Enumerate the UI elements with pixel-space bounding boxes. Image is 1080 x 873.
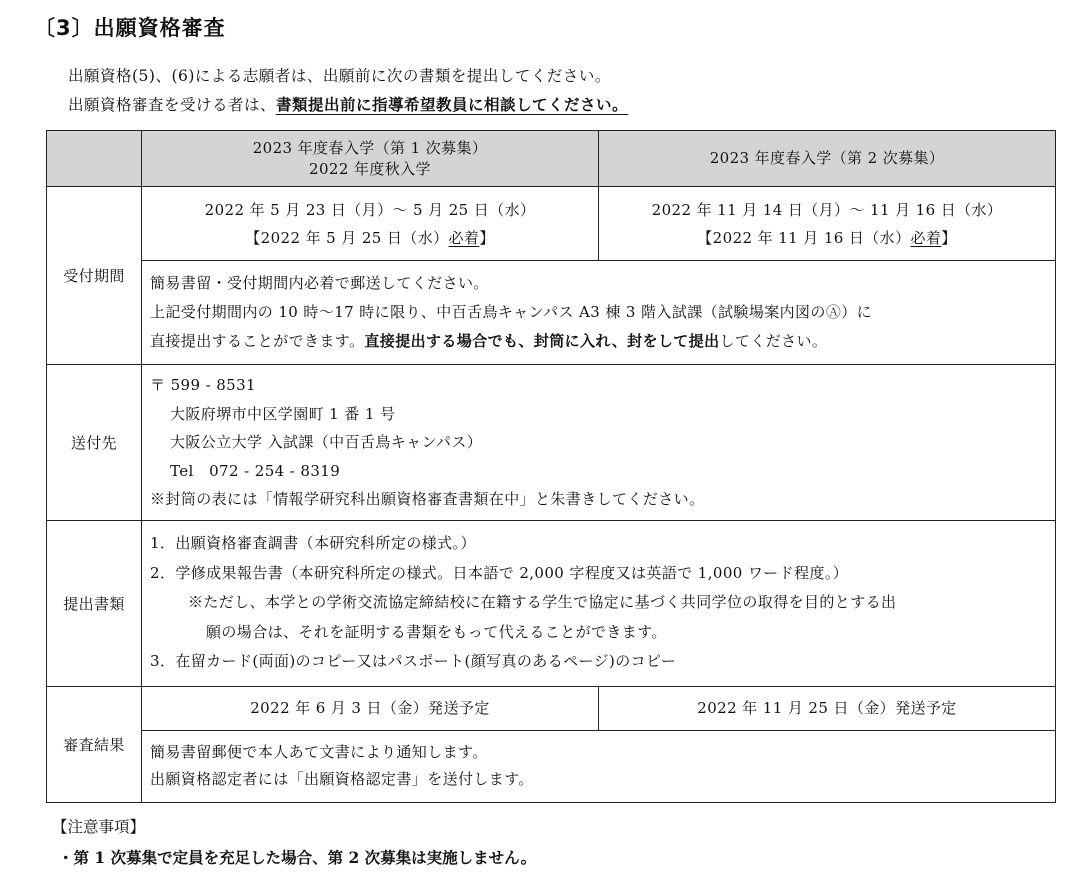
document-item-3: 3．在留カード(両面)のコピー又はパスポート(顔写真のあるページ)のコピー <box>150 652 677 671</box>
intro-line-2 <box>68 93 628 115</box>
reception-note-3 <box>150 327 1047 356</box>
result-note-2: 出願資格認定者には「出願資格認定書」を送付します。 <box>150 770 534 788</box>
reception-period-first <box>142 187 599 261</box>
result-notes <box>142 730 1056 802</box>
reception-deadline-second <box>599 224 1055 252</box>
deadline-first-pre: 【2022 年 5 月 25 日（水） <box>245 228 449 247</box>
telephone-line: Tel 072 - 254 - 8319 <box>170 461 341 480</box>
document-item-1: 1．出願資格審査調書（本研究科所定の様式。） <box>150 534 476 553</box>
column-header-second-recruitment: 2023 年度春入学（第 2 次募集） <box>599 131 1056 187</box>
deadline-second-post: 】 <box>941 228 957 247</box>
address-line: 大阪府堺市中区学園町 1 番 1 号 <box>170 404 396 423</box>
result-note-1: 簡易書留郵便で本人あて文書により通知します。 <box>150 743 488 761</box>
intro-line-2-prefix: 出願資格審査を受ける者は、 <box>68 96 277 114</box>
intro-line-1: 出願資格(5)、(6)による志願者は、出願前に次の書類を提出してください。 <box>68 67 611 85</box>
envelope-note: ※封筒の表には「情報学研究科出願資格審査書類在中」と朱書きしてください。 <box>150 490 705 508</box>
deadline-second-pre: 【2022 年 11 月 16 日（水） <box>697 228 911 247</box>
reception-dates-first: 2022 年 5 月 23 日（月）～ 5 月 25 日（水） <box>204 200 536 219</box>
reception-note-1: 簡易書留・受付期間内必着で郵送してください。 <box>150 274 489 292</box>
reception-note-2: 上記受付期間内の 10 時～17 時に限り、中百舌鳥キャンパス A3 棟 3 階入試課（試験場案内図のⒶ）に <box>150 303 873 321</box>
document-item-2: 2．学修成果報告書（本研究科所定の様式。日本語で 2,000 字程度又は英語で 1,000 ワード程度。） <box>150 563 849 582</box>
reception-deadline-first <box>142 224 598 252</box>
notes-heading: 【注意事項】 <box>52 818 146 836</box>
reception-note-3-post: してください。 <box>719 332 828 350</box>
postal-code: 〒 599 - 8531 <box>150 376 256 394</box>
deadline-second-required: 必着 <box>910 228 942 247</box>
reception-period-second <box>599 187 1056 261</box>
intro-line-2-emphasis: 書類提出前に指導希望教員に相談してください。 <box>276 95 629 114</box>
deadline-first-post: 】 <box>479 228 495 247</box>
table-corner-cell <box>47 131 142 187</box>
reception-note-3-pre: 直接提出することができます。 <box>150 332 365 350</box>
column-header-first-line1: 2023 年度春入学（第 1 次募集） <box>252 138 488 157</box>
result-date-first: 2022 年 6 月 3 日（金）発送予定 <box>142 686 599 730</box>
section-title: 〔3〕出願資格審査 <box>34 16 226 40</box>
notes-item-1: ・第 1 次募集で定員を充足した場合、第 2 次募集は実施しません。 <box>58 848 537 867</box>
document-item-2-note-2: 願の場合は、それを証明する書類をもって代えることができます。 <box>206 622 667 641</box>
result-date-second: 2022 年 11 月 25 日（金）発送予定 <box>599 686 1056 730</box>
row-label-reception-period: 受付期間 <box>47 187 142 365</box>
reception-dates-second: 2022 年 11 月 14 日（月）～ 11 月 16 日（水） <box>651 200 1003 219</box>
required-documents <box>142 520 1056 686</box>
row-label-review-result: 審査結果 <box>47 686 142 802</box>
column-header-first-line2: 2022 年度秋入学 <box>309 159 431 178</box>
reception-notes <box>142 261 1056 365</box>
document-item-2-note-1: ※ただし、本学との学術交流協定締結校に在籍する学生で協定に基づく共同学位の取得を目的とする出 <box>188 593 897 612</box>
column-header-first-recruitment <box>142 131 599 187</box>
reception-note-3-bold: 直接提出する場合でも、封筒に入れ、封をして提出 <box>364 332 720 350</box>
deadline-first-required: 必着 <box>448 228 480 247</box>
destination-address <box>142 365 1056 521</box>
organization-line: 大阪公立大学 入試課（中百舌鳥キャンパス） <box>170 433 483 451</box>
row-label-destination: 送付先 <box>47 365 142 521</box>
row-label-documents: 提出書類 <box>47 520 142 686</box>
qualification-review-table <box>46 130 1056 803</box>
